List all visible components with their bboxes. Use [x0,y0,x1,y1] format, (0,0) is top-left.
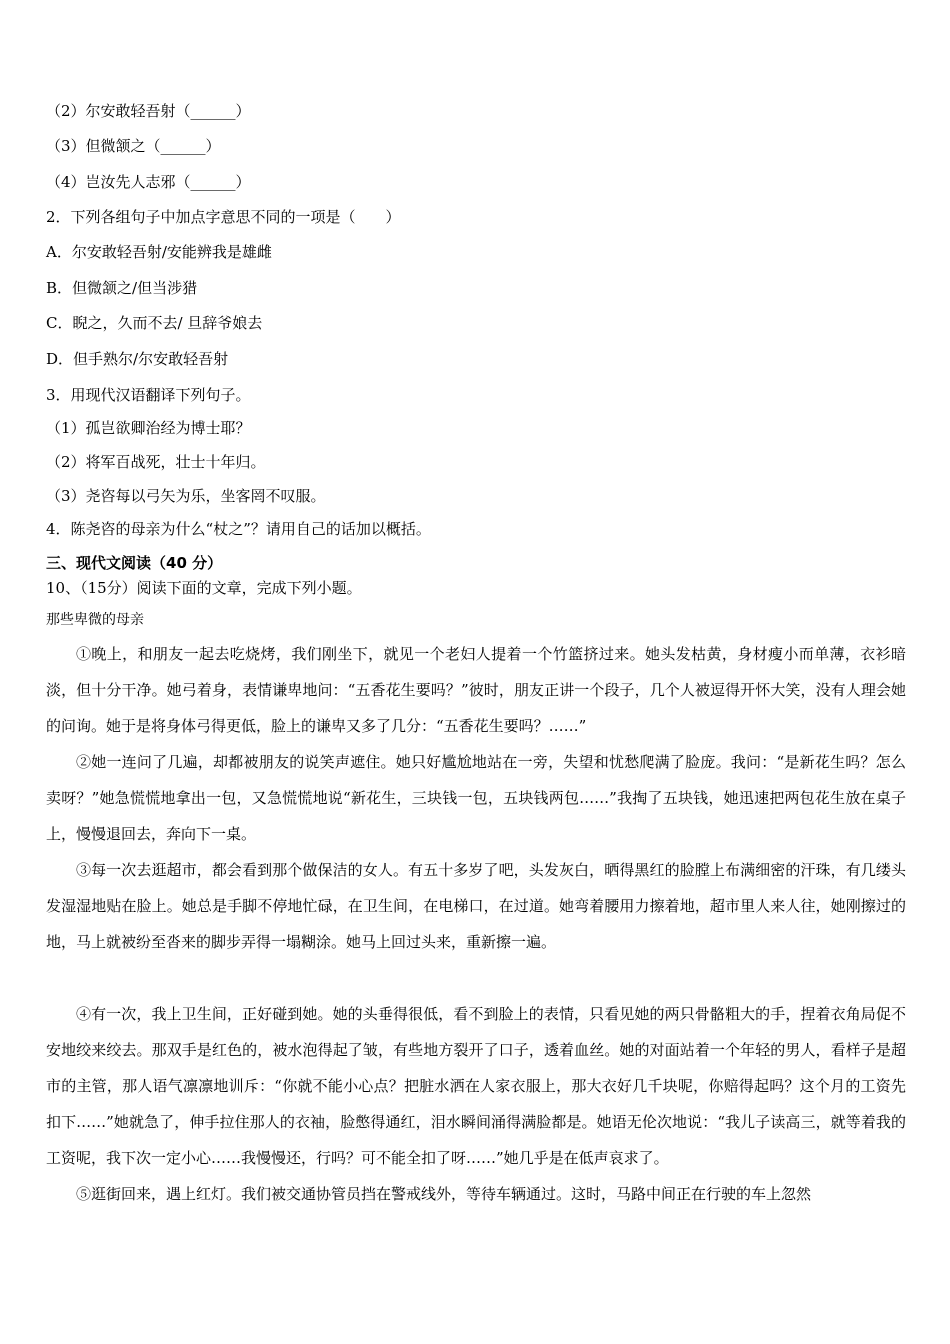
paragraph-5: ⑤逛街回来，遇上红灯。我们被交通协管员挡在警戒线外，等待车辆通过。这时，马路中间正在行驶的车上忽然 [76,1185,812,1203]
section-title: 三、现代文阅读（40 分） [46,554,223,572]
question-3-stem: 3．用现代汉语翻译下列句子。 [46,386,251,404]
paragraph-2: ②她一连问了几遍，却都被朋友的说笑声遮住。她只好尴尬地站在一旁，失望和忧愁爬满了脸庞。我问：“是新花生吗？怎么卖呀？”她急慌慌地拿出一包，又急慌慌地说“新花生，三块钱一包，五块钱两包……”我掏了五块钱，她迅速把两包花生放在桌子上，慢慢退回去，奔向下一桌。 [46,753,906,843]
translate-item-2: （2）将军百战死，壮士十年归。 [46,453,266,471]
paragraph-4: ④有一次，我上卫生间，正好碰到她。她的头垂得很低，看不到脸上的表情，只看见她的两只骨骼粗大的手，捏着衣角局促不安地绞来绞去。那双手是红色的，被水泡得起了皱，有些地方裂开了口子，透着血丝。她的对面站着一个年轻的男人，看样子是超市的主管，那人语气凛凛地训斥：“你就不能小心点？把脏水洒在人家衣服上，那大衣好几千块呢，你赔得起吗？这个月的工资先扣下……”她就急了，伸手拉住那人的衣袖，脸憋得通红，泪水瞬间涌得满脸都是。她语无伦次地说：“我儿子读高三，就等着我的工资呢，我下次一定小心……我慢慢还，行吗？可不能全扣了呀……”她几乎是在低声哀求了。 [46,1005,906,1167]
question-10-stem: 10、（15分）阅读下面的文章，完成下列小题。 [46,579,362,597]
option-b: B．但微颔之/但当涉猎 [46,279,198,297]
paragraph-1: ①晚上，和朋友一起去吃烧烤，我们刚坐下，就见一个老妇人提着一个竹篮挤过来。她头发枯黄，身材瘦小而单薄，衣衫暗淡，但十分干净。她弓着身，表情谦卑地问：“五香花生要吗？”彼时，朋友正讲一个段子，几个人被逗得开怀大笑，没有人理会她的问询。她于是将身体弓得更低，脸上的谦卑又多了几分：“五香花生要吗？……” [46,645,906,735]
sub-question-2: （2）尔安敢轻吾射（______） [46,102,251,120]
option-d: D．但手熟尔/尔安敢轻吾射 [46,350,229,368]
question-4-stem: 4．陈尧咨的母亲为什么“杖之”？请用自己的话加以概括。 [46,520,431,538]
question-2-stem: 2．下列各组句子中加点字意思不同的一项是（ ） [46,208,401,226]
translate-item-3: （3）尧咨每以弓矢为乐，坐客罔不叹服。 [46,487,326,505]
article-title: 那些卑微的母亲 [46,612,144,628]
sub-question-3: （3）但微颔之（______） [46,137,221,155]
sub-question-4: （4）岂汝先人志邪（______） [46,173,251,191]
translate-item-1: （1）孤岂欲卿治经为博士耶？ [46,419,251,437]
paragraph-3: ③每一次去逛超市，都会看到那个做保洁的女人。有五十多岁了吧，头发灰白，晒得黑红的脸膛上布满细密的汗珠，有几缕头发湿湿地贴在脸上。她总是手脚不停地忙碌，在卫生间，在电梯口，在过道。她弯着腰用力擦着地，超市里人来人往，她刚擦过的地，马上就被纷至沓来的脚步弄得一塌糊涂。她马上回过头来，重新擦一遍。 [46,861,906,951]
option-c: C．睨之，久而不去/ 旦辞爷娘去 [46,314,263,332]
option-a: A．尔安敢轻吾射/安能辨我是雄雌 [46,243,272,261]
